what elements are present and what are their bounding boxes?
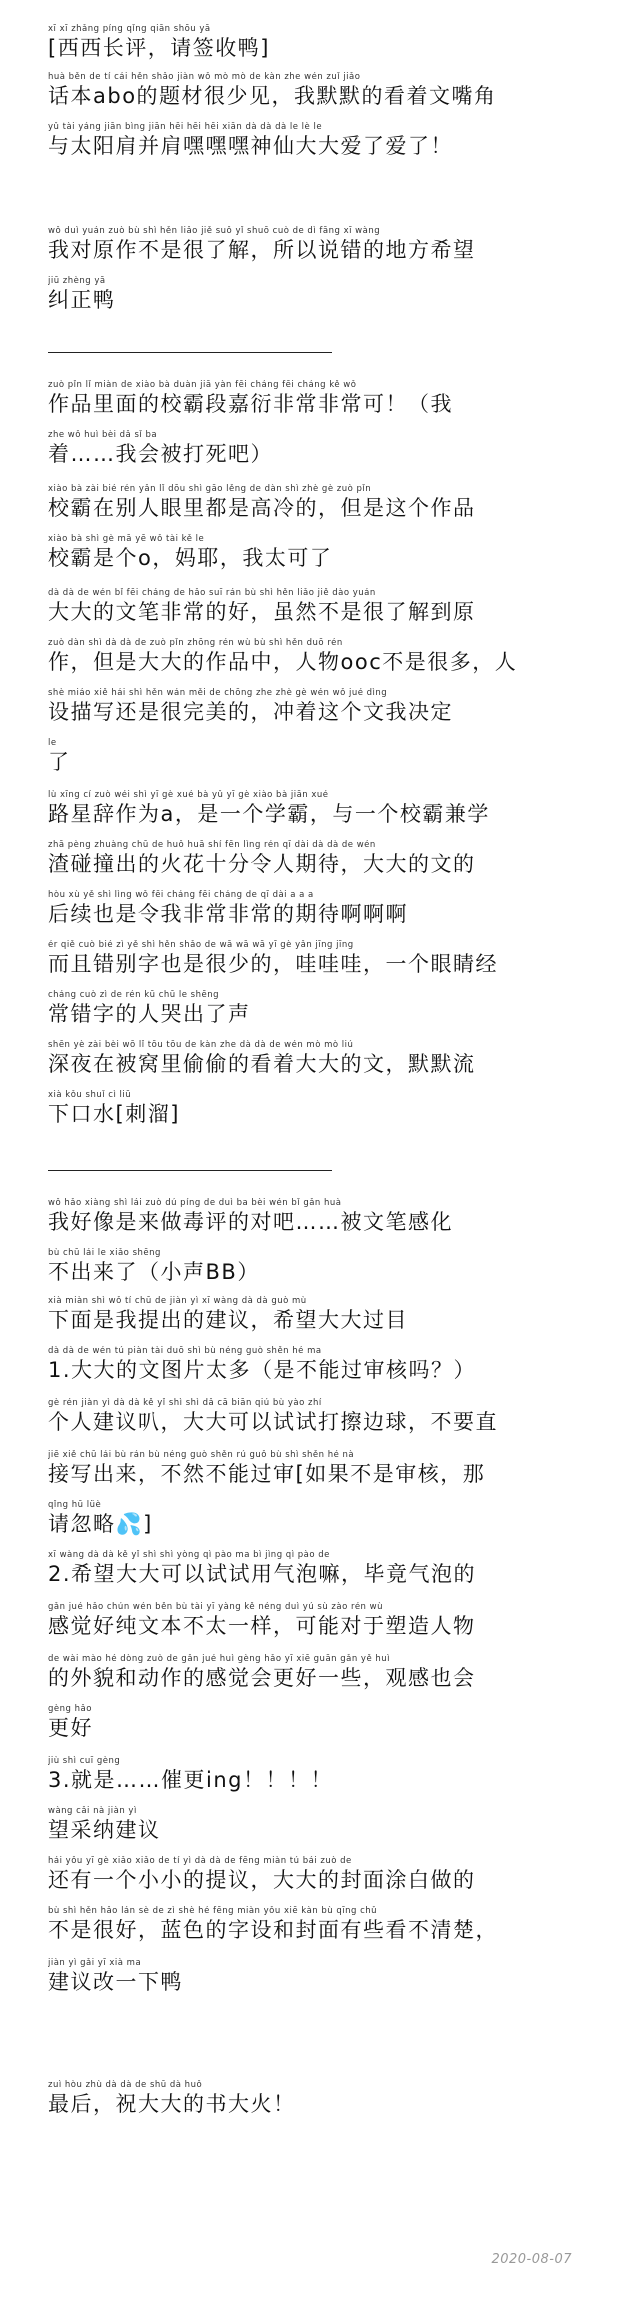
text-line: [48, 72, 608, 109]
handwritten-text: 与太阳肩并肩嘿嘿嘿神仙大大爱了爱了！: [48, 134, 453, 158]
handwritten-text: 3.就是……催更ing！！！！: [48, 1768, 334, 1792]
text-line: [48, 1040, 608, 1077]
text-line: [48, 380, 608, 417]
handwritten-text: 着……我会被打死吧）: [48, 442, 273, 466]
pinyin-annotation: hái yǒu yī gè xiǎo xiǎo de tí yì dà dà de fēng miàn tú bái zuò de: [48, 1856, 352, 1866]
text-line: [48, 790, 608, 827]
text-line: [48, 890, 608, 927]
pinyin-annotation: zhā pèng zhuàng chū de huǒ huā shí fēn lìng rén qī dài dà dà de wén: [48, 840, 376, 850]
handwritten-text: 2.希望大大可以试试用气泡嘛，毕竟气泡的: [48, 1562, 477, 1586]
text-line: [48, 1704, 608, 1741]
section-divider: [48, 352, 332, 353]
pinyin-annotation: wǒ duì yuán zuò bù shì hěn liǎo jiě suǒ yǐ shuō cuò de dì fāng xī wàng: [48, 226, 381, 236]
text-line: [48, 990, 608, 1027]
pinyin-annotation: xī xī zhǎng píng qǐng qiān shōu yā: [48, 24, 211, 34]
text-line: [48, 738, 608, 775]
handwritten-text: 的外貌和动作的感觉会更好一些，观感也会: [48, 1666, 476, 1690]
pinyin-annotation: zuò pǐn lǐ miàn de xiào bà duàn jiā yàn fēi cháng fēi cháng kě wǒ: [48, 380, 357, 390]
pinyin-annotation: xī wàng dà dà kě yǐ shì shì yòng qì pào ma bì jìng qì pào de: [48, 1550, 330, 1560]
handwritten-text: 话本abo的题材很少见，我默默的看着文嘴角: [48, 84, 497, 108]
pinyin-annotation: dà dà de wén tú piàn tài duō shì bù néng guò shěn hé ma: [48, 1346, 322, 1356]
text-line: [48, 122, 608, 159]
text-line: [48, 276, 608, 313]
handwritten-text: 而且错别字也是很少的，哇哇哇，一个眼睛经: [48, 952, 498, 976]
pinyin-annotation: gǎn jué hǎo chún wén běn bù tài yī yàng kě néng duì yú sù zào rén wù: [48, 1602, 383, 1612]
handwritten-text: 接写出来，不然不能过审[如果不是审核，那: [48, 1462, 486, 1486]
text-line: [48, 430, 608, 467]
handwritten-text: 深夜在被窝里偷偷的看着大大的文，默默流: [48, 1052, 476, 1076]
handwritten-text: 不是很好，蓝色的字设和封面有些看不清楚，: [48, 1918, 498, 1942]
handwritten-text: 了: [48, 750, 71, 774]
pinyin-annotation: wàng cǎi nà jiàn yì: [48, 1806, 137, 1816]
handwritten-text: 大大的文笔非常的好，虽然不是很了解到原: [48, 600, 476, 624]
post-date: 2020-08-07: [491, 2252, 572, 2267]
text-line: [48, 940, 608, 977]
handwritten-text: 还有一个小小的提议，大大的封面涂白做的: [48, 1868, 476, 1892]
handwritten-text: 校霸在别人眼里都是高冷的，但是这个作品: [48, 496, 476, 520]
handwritten-text: 个人建议叭，大大可以试试打擦边球，不要直: [48, 1410, 498, 1434]
text-line: [48, 1398, 608, 1435]
handwritten-text: 设描写还是很完美的，冲着这个文我决定: [48, 700, 453, 724]
text-line: [48, 24, 608, 61]
text-line: [48, 1346, 608, 1383]
pinyin-annotation: xià kǒu shuǐ cì liū: [48, 1090, 132, 1100]
handwritten-text: 常错字的人哭出了声: [48, 1002, 251, 1026]
handwritten-text: 作，但是大大的作品中，人物ooc不是很多，人: [48, 650, 518, 674]
handwritten-text: 路星辞作为a，是一个学霸，与一个校霸兼学: [48, 802, 490, 826]
handwritten-text: 感觉好纯文本不太一样，可能对于塑造人物: [48, 1614, 476, 1638]
text-line: [48, 2080, 608, 2117]
text-line: [48, 1958, 608, 1995]
pinyin-annotation: hòu xù yě shì lìng wǒ fēi cháng fēi cháng de qī dài a a a: [48, 890, 314, 900]
handwritten-text: 不出来了（小声BB）: [48, 1260, 260, 1284]
text-line: [48, 1296, 608, 1333]
pinyin-annotation: zuì hòu zhù dà dà de shū dà huǒ: [48, 2080, 203, 2090]
pinyin-annotation: jiù shì cuī gèng: [48, 1756, 121, 1766]
text-line: [48, 1500, 608, 1537]
pinyin-annotation: bù chū lái le xiǎo shēng: [48, 1248, 161, 1258]
handwritten-text: 最后，祝大大的书大火！: [48, 2092, 296, 2116]
handwritten-text: [西西长评，请签收鸭]: [48, 36, 270, 60]
text-line: [48, 688, 608, 725]
pinyin-annotation: jiū zhèng yā: [48, 276, 106, 286]
text-line: [48, 840, 608, 877]
handwritten-text: 后续也是令我非常非常的期待啊啊啊: [48, 902, 408, 926]
text-line: [48, 226, 608, 263]
text-line: [48, 1602, 608, 1639]
text-line: [48, 1856, 608, 1893]
pinyin-annotation: jiē xiě chū lái bù rán bù néng guò shěn rú guǒ bù shì shěn hé nà: [48, 1450, 355, 1460]
pinyin-annotation: zuò dàn shì dà dà de zuò pǐn zhōng rén wù bù shì hěn duō rén: [48, 638, 343, 648]
pinyin-annotation: zhe wǒ huì bèi dǎ sǐ ba: [48, 430, 158, 440]
handwritten-text: 更好: [48, 1716, 93, 1740]
handwritten-text: 校霸是个o，妈耶，我太可了: [48, 546, 333, 570]
section-divider: [48, 1170, 332, 1171]
pinyin-annotation: xià miàn shì wǒ tí chū de jiàn yì xī wàng dà dà guò mù: [48, 1296, 307, 1306]
text-line: [48, 1806, 608, 1843]
pinyin-annotation: jiàn yì gǎi yī xià ma: [48, 1958, 142, 1968]
text-line: [48, 1248, 608, 1285]
pinyin-annotation: xiào bà shì gè mā yē wǒ tài kě le: [48, 534, 205, 544]
handwritten-text: 我对原作不是很了解，所以说错的地方希望: [48, 238, 476, 262]
pinyin-annotation: shēn yè zài bèi wō lǐ tōu tōu de kàn zhe dà dà de wén mò mò liú: [48, 1040, 354, 1050]
pinyin-annotation: lù xīng cí zuò wéi shì yī gè xué bà yǔ yī gè xiào bà jiān xué: [48, 790, 329, 800]
text-line: [48, 1550, 608, 1587]
handwritten-text: 1.大大的文图片太多（是不能过审核吗？）: [48, 1358, 477, 1382]
text-line: [48, 1654, 608, 1691]
text-line: [48, 1198, 608, 1235]
pinyin-annotation: huà běn de tí cái hěn shǎo jiàn wǒ mò mò de kàn zhe wén zuǐ jiǎo: [48, 72, 361, 82]
text-line: [48, 638, 608, 675]
handwritten-text: 下面是我提出的建议，希望大大过目: [48, 1308, 408, 1332]
handwritten-text: 作品里面的校霸段嘉衍非常非常可！（我: [48, 392, 453, 416]
text-line: [48, 1450, 608, 1487]
text-line: [48, 534, 608, 571]
handwritten-text: 请忽略💦]: [48, 1512, 153, 1536]
text-line: [48, 1090, 608, 1127]
pinyin-annotation: shè miáo xiě hái shì hěn wán měi de chōng zhe zhè gè wén wǒ jué dìng: [48, 688, 388, 698]
handwritten-text: 望采纳建议: [48, 1818, 161, 1842]
handwritten-text: 我好像是来做毒评的对吧……被文笔感化: [48, 1210, 453, 1234]
pinyin-annotation: xiào bà zài bié rén yǎn lǐ dōu shì gāo lěng de dàn shì zhè gè zuò pǐn: [48, 484, 372, 494]
text-line: [48, 1756, 608, 1793]
pinyin-annotation: yǔ tài yáng jiān bìng jiān hēi hēi hēi xiān dà dà dà le lè le: [48, 122, 323, 132]
handwritten-text: 下口水[刺溜]: [48, 1102, 180, 1126]
text-line: [48, 588, 608, 625]
pinyin-annotation: de wài mào hé dòng zuò de gǎn jué huì gèng hǎo yī xiē guān gǎn yě huì: [48, 1654, 391, 1664]
handwritten-text: 建议改一下鸭: [48, 1970, 183, 1994]
pinyin-annotation: wǒ hǎo xiàng shì lái zuò dú píng de duì ba bèi wén bǐ gǎn huà: [48, 1198, 342, 1208]
pinyin-annotation: gè rén jiàn yì dà dà kě yǐ shì shì dǎ cā biān qiú bù yào zhí: [48, 1398, 322, 1408]
pinyin-annotation: gèng hǎo: [48, 1704, 92, 1714]
pinyin-annotation: ér qiě cuò bié zì yě shì hěn shǎo de wā wā wā yī gè yǎn jīng jīng: [48, 940, 354, 950]
pinyin-annotation: le: [48, 738, 57, 748]
pinyin-annotation: qǐng hū lüè: [48, 1500, 102, 1510]
pinyin-annotation: dà dà de wén bǐ fēi cháng de hǎo suī rán bù shì hěn liǎo jiě dào yuán: [48, 588, 376, 598]
text-line: [48, 1906, 608, 1943]
pinyin-annotation: bù shì hěn hǎo lán sè de zì shè hé fēng miàn yǒu xiē kàn bù qīng chǔ: [48, 1906, 378, 1916]
pinyin-annotation: cháng cuò zì de rén kū chū le shēng: [48, 990, 219, 1000]
text-line: [48, 484, 608, 521]
handwritten-text: 纠正鸭: [48, 288, 116, 312]
handwritten-text: 渣碰撞出的火花十分令人期待，大大的文的: [48, 852, 476, 876]
